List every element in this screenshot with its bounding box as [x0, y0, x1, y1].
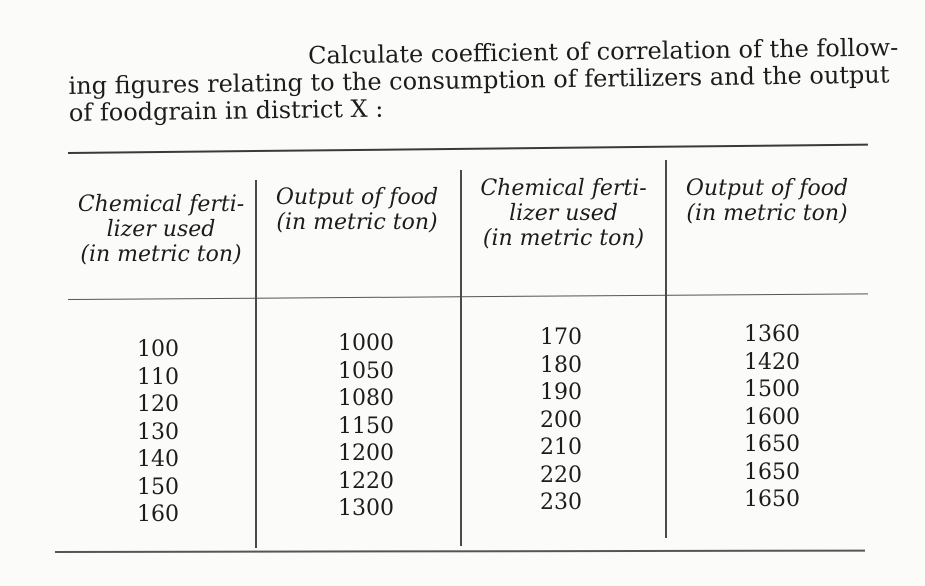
table-cell: 120 — [137, 392, 179, 417]
problem-statement — [68, 33, 899, 127]
table-cell: 130 — [137, 419, 179, 445]
table-top-rule — [68, 144, 868, 154]
header-line: (in metric ton) — [80, 242, 242, 267]
output-column-2 — [744, 321, 800, 514]
column-header-output-1 — [262, 185, 452, 235]
fertilizer-column-2 — [540, 324, 582, 517]
table-cell: 1220 — [338, 468, 394, 494]
column-header-fertilizer-1 — [66, 192, 256, 267]
table-cell: 200 — [540, 407, 582, 433]
table-cell: 230 — [540, 490, 582, 515]
table-cell: 1650 — [744, 432, 800, 457]
header-line: lizer used — [509, 201, 618, 226]
column-divider — [460, 170, 462, 546]
column-header-fertilizer-2 — [466, 176, 661, 251]
table-cell: 1500 — [744, 377, 800, 402]
table-cell: 1300 — [338, 496, 394, 521]
table-cell: 110 — [137, 364, 179, 390]
table-cell: 1650 — [744, 459, 800, 485]
table-cell: 1420 — [744, 349, 800, 375]
table-cell: 140 — [137, 447, 179, 472]
column-divider — [665, 160, 667, 538]
table-cell: 190 — [540, 380, 582, 405]
table-cell: 160 — [137, 502, 179, 527]
table-cell: 1360 — [744, 322, 800, 347]
table-cell: 100 — [137, 337, 179, 362]
table-cell: 220 — [540, 462, 582, 488]
table-cell: 1650 — [744, 487, 800, 512]
header-line: Chemical ferti- — [77, 192, 245, 217]
column-header-output-2 — [672, 176, 862, 226]
statement-line-2: ing figures relating to the consumption of fertilizers and the output — [68, 60, 890, 100]
output-column-1 — [338, 330, 394, 523]
table-cell: 1050 — [338, 358, 394, 384]
header-line: lizer used — [106, 217, 216, 242]
table-cell: 1000 — [338, 331, 394, 356]
table-cell: 210 — [540, 435, 582, 460]
table-cell: 1600 — [744, 404, 800, 430]
statement-line-1: Calculate coefficient of correlation of the follow- — [307, 33, 899, 70]
header-line: (in metric ton) — [276, 210, 438, 235]
header-line: Output of food — [685, 176, 849, 201]
table-bottom-rule — [55, 550, 865, 553]
header-line: Chemical ferti- — [480, 176, 647, 201]
header-line: (in metric ton) — [482, 226, 645, 251]
table-cell: 1200 — [338, 441, 394, 466]
table-cell: 1150 — [338, 413, 394, 439]
table-cell: 170 — [540, 325, 582, 350]
header-line: (in metric ton) — [686, 201, 848, 226]
fertilizer-column-1 — [137, 336, 179, 529]
table-cell: 1080 — [338, 386, 394, 411]
table-cell: 180 — [540, 352, 582, 378]
header-line: Output of food — [275, 185, 439, 210]
header-rule — [68, 293, 868, 300]
table-cell: 150 — [137, 474, 179, 500]
statement-line-3: of foodgrain in district X : — [68, 94, 384, 127]
